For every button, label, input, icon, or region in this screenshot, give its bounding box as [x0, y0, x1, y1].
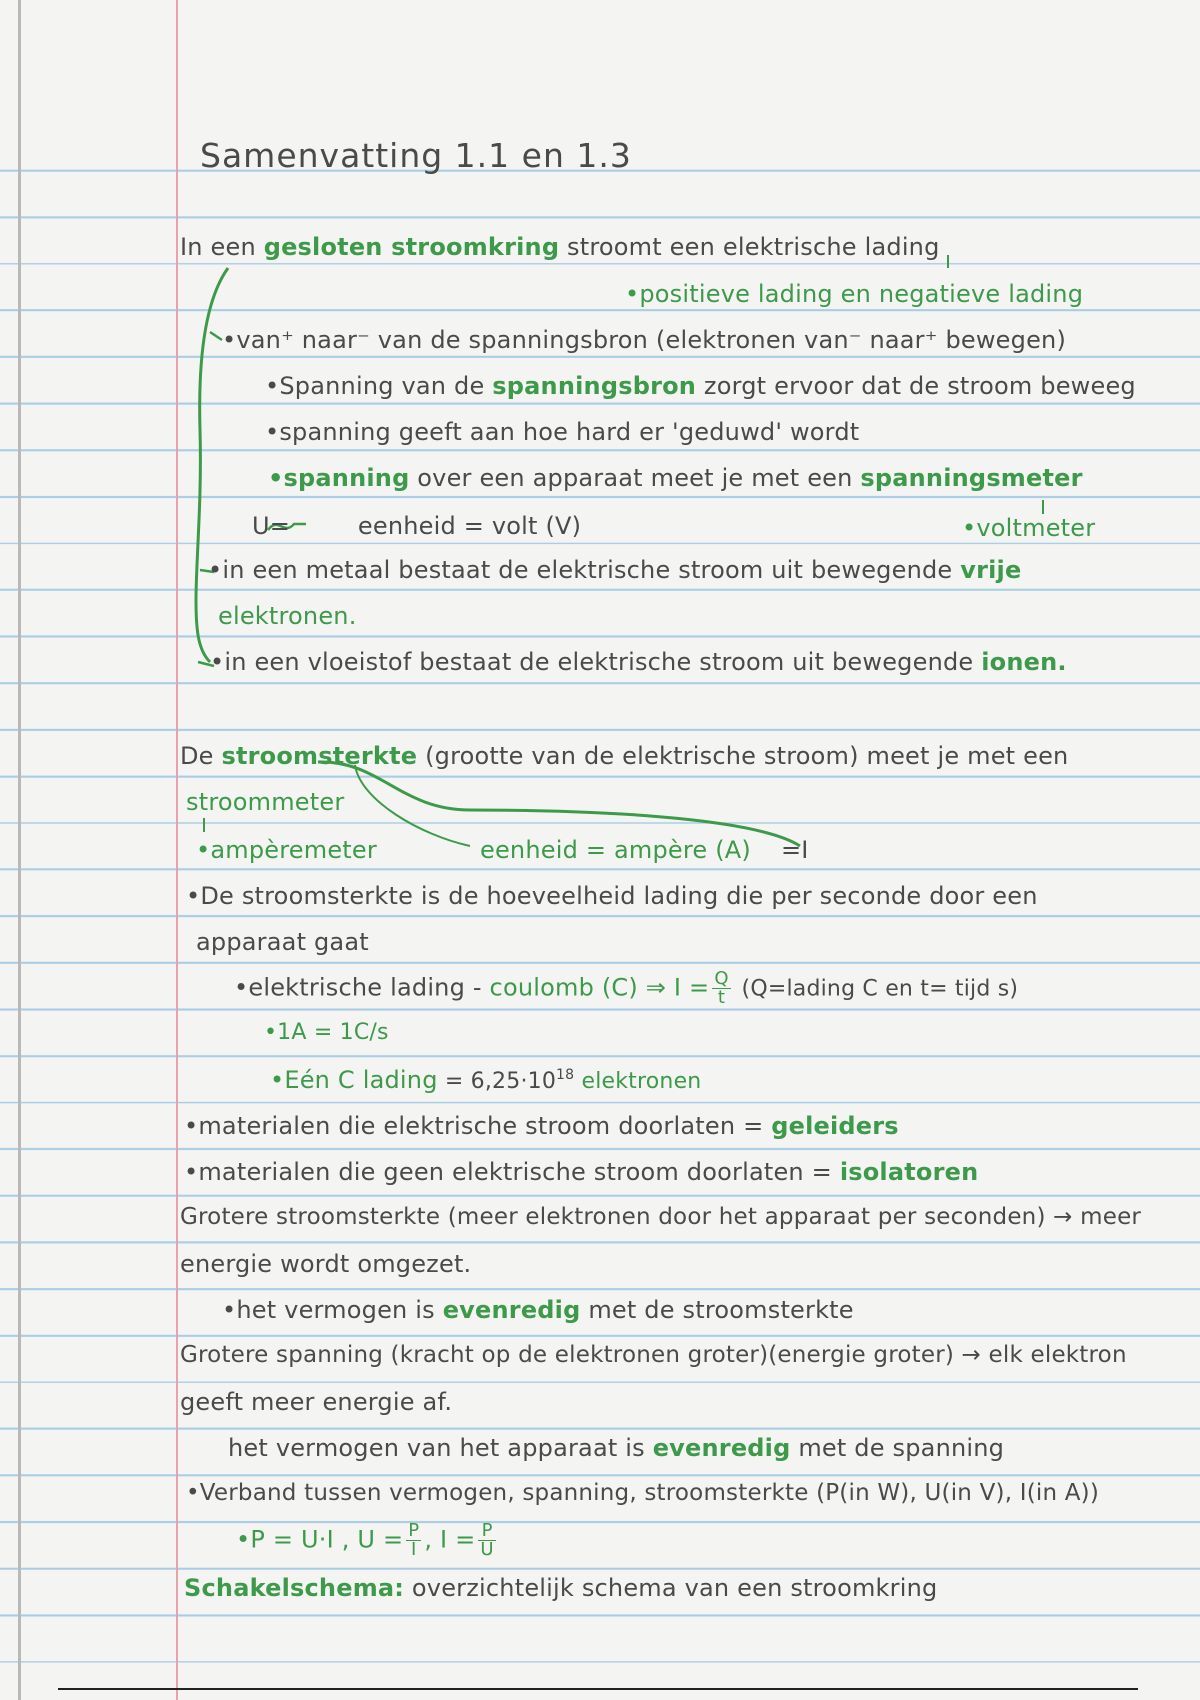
- s1-line7-a: U=: [252, 512, 291, 540]
- page-title: Samenvatting 1.1 en 1.3: [200, 136, 632, 175]
- s2-line17: •Verband tussen vermogen, spanning, stroomsterkte (P(in W), U(in V), I(in A)): [186, 1480, 1100, 1506]
- s2-l6-b: coulomb (C) ⇒ I =: [489, 973, 710, 1002]
- s2-l10-a: •materialen die geen elektrische stroom doorlaten =: [184, 1158, 840, 1186]
- s2-line16: [228, 1434, 1004, 1462]
- stroomsterkte-arrow: [318, 762, 800, 846]
- s2-l19-b: overzichtelijk schema van een stroomkring: [404, 1574, 938, 1602]
- s1-line6-a: •spanning: [268, 464, 410, 492]
- s2-l16-c: met de spanning: [790, 1434, 1005, 1462]
- s2-line13: [222, 1296, 854, 1324]
- s1-line8-b: vrije: [960, 556, 1022, 584]
- s1-line9: elektronen.: [218, 602, 357, 630]
- s2-l18-a: •P = U·I , U =: [236, 1525, 404, 1554]
- s1-line1-post: stroomt een elektrische lading: [559, 233, 940, 261]
- s1-line5: •spanning geeft aan hoe hard er 'geduwd' wordt: [265, 418, 860, 446]
- bracket-arrow-1: [210, 332, 222, 340]
- s1-line2: •positieve lading en negatieve lading: [625, 280, 1084, 308]
- s1-line10: [210, 648, 1067, 676]
- s1-line10-a: •in een vloeistof bestaat de elektrische stroom uit bewegende: [210, 648, 982, 676]
- frac-num-p2: P: [478, 1522, 495, 1541]
- frac-den-t: t: [717, 987, 726, 1008]
- s2-l6-a: •elektrische lading -: [234, 973, 490, 1002]
- s1-line7-b: eenheid = volt (V): [350, 512, 582, 540]
- s2-l18-b: , I =: [424, 1525, 476, 1554]
- s1-line1-pre: In een: [180, 233, 264, 261]
- s2-l9-b: geleiders: [771, 1112, 899, 1140]
- s2-l8-c: elektronen: [574, 1069, 702, 1094]
- s1-line1-green: gesloten stroomkring: [263, 233, 560, 261]
- s2-l1-b: stroomsterkte: [221, 742, 418, 770]
- s1-line4-post: zorgt ervoor dat de stroom beweeg: [696, 372, 1136, 400]
- frac-num-p1: P: [408, 1520, 420, 1541]
- s2-line4: •De stroomsterkte is de hoeveelheid lading die per seconde door een: [186, 882, 1038, 910]
- s1-line10-b: ionen.: [981, 648, 1067, 676]
- s2-l19-a: Schakelschema:: [184, 1574, 405, 1602]
- frac-den-i: I: [411, 1539, 417, 1560]
- s1-line8-a: •in een metaal bestaat de elektrische stroom uit bewegende: [208, 556, 961, 584]
- s2-l13-b: evenredig: [442, 1296, 581, 1324]
- s1-line7-voltmeter: •voltmeter: [962, 514, 1096, 542]
- s2-line19: [184, 1574, 937, 1602]
- s2-l1-c: (grootte van de elektrische stroom) meet je met een: [417, 742, 1069, 770]
- s2-l10-b: isolatoren: [839, 1158, 979, 1186]
- s1-line4: [265, 372, 1136, 400]
- s2-line8: [270, 1066, 701, 1094]
- s2-line18-formulas: [236, 1522, 499, 1559]
- s2-line5: apparaat gaat: [196, 928, 369, 956]
- frac-num-q: Q: [714, 968, 729, 989]
- s2-line11: Grotere stroomsterkte (meer elektronen door het apparaat per seconden) → meer: [180, 1204, 1142, 1230]
- s1-line8: [208, 556, 1021, 584]
- s2-l16-a: het vermogen van het apparaat is: [228, 1434, 653, 1462]
- bottom-rule: [58, 1688, 1138, 1690]
- s2-line9: [184, 1112, 899, 1140]
- s2-l13-a: •het vermogen is: [222, 1296, 443, 1324]
- s2-l8-b: = 6,25·10: [437, 1069, 557, 1094]
- s1-line6-c: spanningsmeter: [860, 464, 1083, 492]
- s2-line3-amperemeter: •ampèremeter: [196, 836, 377, 864]
- s2-l8-exp: 18: [556, 1067, 575, 1083]
- s2-line12: energie wordt omgezet.: [180, 1250, 472, 1278]
- s1-line4-green: spanningsbron: [492, 372, 697, 400]
- s2-line3-eenheid: [480, 836, 809, 864]
- s2-line2: stroommeter: [186, 788, 345, 816]
- s1-line6-b: over een apparaat meet je met een: [409, 464, 861, 492]
- s1-line1: [180, 233, 940, 261]
- s1-line7: [252, 512, 581, 540]
- s2-l9-a: •materialen die elektrische stroom doorlaten =: [184, 1112, 772, 1140]
- eenheid-arrow: [355, 765, 470, 846]
- s2-line6: [234, 970, 1018, 1007]
- s2-l16-b: evenredig: [652, 1434, 791, 1462]
- s1-line3: •van⁺ naar⁻ van de spanningsbron (elektronen van⁻ naar⁺ bewegen): [222, 326, 1067, 354]
- s1-line6: [268, 464, 1083, 492]
- s2-l3-c: =I: [780, 836, 809, 864]
- s2-l3-b: eenheid = ampère (A): [480, 836, 751, 864]
- q-over-t-fraction: [712, 970, 730, 1007]
- s2-l8-a: •Eén C lading: [270, 1066, 438, 1094]
- s2-l6-c: (Q=lading C en t= tijd s): [741, 976, 1019, 1002]
- s2-line1: [180, 742, 1068, 770]
- p-over-u-fraction: [478, 1522, 495, 1559]
- s1-line4-pre: •Spanning van de: [265, 372, 493, 400]
- s2-l1-a: De: [180, 742, 222, 770]
- s2-line10: [184, 1158, 978, 1186]
- s2-line7: •1A = 1C/s: [264, 1020, 389, 1045]
- s2-line15: geeft meer energie af.: [180, 1388, 453, 1416]
- frac-den-u: U: [480, 1539, 494, 1560]
- s2-line14: Grotere spanning (kracht op de elektronen groter)(energie groter) → elk elektron: [180, 1342, 1127, 1368]
- s2-l13-c: met de stroomsterkte: [580, 1296, 854, 1324]
- p-over-i-fraction: [406, 1522, 421, 1559]
